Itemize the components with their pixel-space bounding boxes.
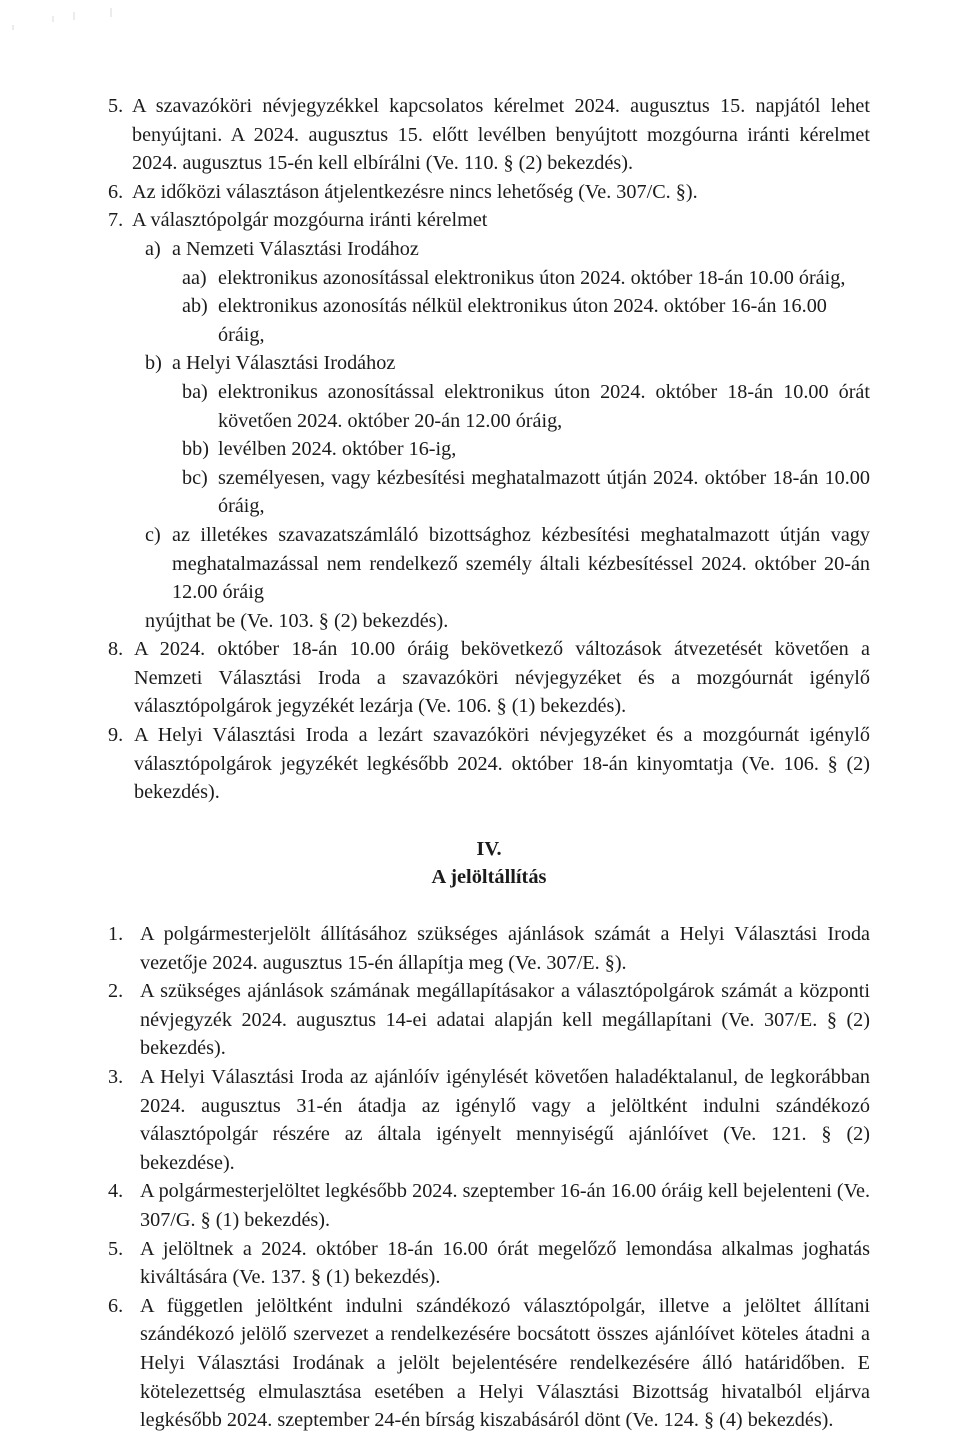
list-item-text: a Helyi Választási Irodához	[172, 352, 396, 375]
list-item-text: az illetékes szavazatszámláló bizottsághoz kézbesítési meghatalmazott útján vagy meghatalmazással nem rendelkező személy általi kézbesítéssel 2024. október 20-án 12.00 óráig	[172, 523, 870, 604]
list-item	[145, 349, 870, 378]
list-marker: 8.	[108, 638, 124, 661]
list-item	[108, 977, 870, 1063]
list-item	[108, 635, 870, 721]
list-item-text: elektronikus azonosítással elektronikus úton 2024. október 18-án 10.00 óráig,	[218, 266, 846, 289]
spacer	[108, 892, 870, 920]
list-item-text: a Nemzeti Választási Irodához	[172, 237, 419, 260]
list-item-text: A Helyi Választási Iroda a lezárt szavazóköri névjegyzéket és a mozgóurnát igénylő választópolgárok jegyzékét legkésőbb 2024. október 18-án kinyomtatja (Ve. 106. § (2) bekezdés).	[134, 724, 870, 804]
list-item-text: személyesen, vagy kézbesítési meghatalmazott útján 2024. október 18-án 10.00 óráig,	[218, 466, 870, 518]
list-item-text: A polgármesterjelöltet legkésőbb 2024. szeptember 16-án 16.00 óráig kell bejelenteni (Ve. 307/G. § (1) bekezdés).	[140, 1180, 870, 1231]
section-jeloltallitas	[108, 920, 870, 1435]
list-item-text: A 2024. október 18-án 10.00 óráig bekövetkező változások átvezetését követően a Nemzeti Választási Iroda a szavazóköri névjegyzéket és a mozgóurnát igénylő választópolgárok jegyzékét lezárja (Ve. 106. § (1) bekezdés).	[134, 638, 870, 718]
list-marker: 6.	[108, 180, 124, 203]
list-marker: 3.	[108, 1066, 124, 1088]
list-item-text: elektronikus azonosítás nélkül elektronikus úton 2024. október 16-án 16.00 óráig,	[218, 295, 827, 346]
list-item-text: A szavazóköri névjegyzékkel kapcsolatos kérelmet 2024. augusztus 15. napjától lehet benyújtani. A 2024. augusztus 15. előtt levélben benyújtott mozgóurna iránti kérelmet 2024. augusztus 15-én kell elbírálni (Ve. 110. § (2) bekezdés).	[132, 95, 870, 175]
list-item-text: A polgármesterjelölt állításához szükséges ajánlások számát a Helyi Választási Iroda vezetője 2024. augusztus 15-én állapítja meg (Ve. 307/E. §).	[140, 923, 870, 974]
list-marker: 5.	[108, 1237, 124, 1260]
list-marker: 2.	[108, 980, 124, 1003]
list-item	[108, 1177, 870, 1234]
list-marker: ba)	[182, 380, 208, 403]
heading-roman-numeral: IV.	[476, 837, 502, 860]
list-item	[108, 206, 870, 235]
list-item	[108, 1292, 870, 1435]
list-item	[108, 721, 870, 807]
list-marker: 9.	[108, 724, 124, 747]
list-item	[182, 435, 870, 464]
list-item-text: A jelöltnek a 2024. október 18-án 16.00 órát megelőző lemondása alkalmas joghatás kiváltására (Ve. 137. § (1) bekezdés).	[140, 1237, 870, 1289]
list-item-text: A választópolgár mozgóurna iránti kérelmet	[132, 209, 488, 232]
list-marker: b)	[145, 352, 162, 375]
list-item	[182, 378, 870, 435]
heading-title: A jelöltállítás	[431, 866, 547, 889]
section-szavazokori-nevjegyzek	[108, 92, 870, 807]
list-marker: 5.	[108, 95, 124, 117]
list-item	[182, 464, 870, 521]
list-item-text: A független jelöltként indulni szándékozó választópolgár, illetve a jelöltet állítani szándékozó jelölő szervezet a rendelkezésére bocsátott összes ajánlóívet köteles átadni a Helyi Választási Irodának a jelölt bejelentésére rendelkezésére álló határidőben. E kötelezettség elmulasztása esetében a Helyi Választási Bizottság hivatalból eljárva legkésőbb 2024. szeptember 24-én bírság kiszabásáról dönt (Ve. 124. § (4) bekezdés).	[140, 1294, 870, 1432]
list-marker: 7.	[108, 209, 124, 232]
list-marker: c)	[145, 523, 161, 546]
list-marker: 1.	[108, 923, 124, 946]
list-item	[108, 178, 870, 207]
tail-clause: nyújthat be (Ve. 103. § (2) bekezdés).	[145, 609, 449, 632]
list-item	[108, 92, 870, 178]
section-heading	[108, 835, 870, 892]
list-item	[108, 920, 870, 977]
list-item	[108, 1235, 870, 1292]
list-marker: aa)	[182, 266, 207, 289]
list-item-text: elektronikus azonosítással elektronikus úton 2024. október 18-án 10.00 órát követően 2024. október 20-án 12.00 óráig,	[218, 380, 870, 432]
list-item	[145, 235, 870, 264]
list-item	[145, 521, 870, 607]
list-marker: 6.	[108, 1294, 124, 1317]
list-item-text: Az időközi választáson átjelentkezésre nincs lehetőség (Ve. 307/C. §).	[132, 180, 698, 203]
list-marker: bb)	[182, 438, 209, 461]
spacer	[108, 807, 870, 835]
list-marker: a)	[145, 237, 161, 260]
list-item-text: A szükséges ajánlások számának megállapításakor a választópolgárok számát a központi névjegyzék 2024. augusztus 14-ei adatai alapján kell megállapítani (Ve. 307/E. § (2) bekezdés).	[140, 980, 870, 1060]
list-marker: 4.	[108, 1180, 124, 1203]
list-item-text: levélben 2024. október 16-ig,	[218, 438, 457, 461]
list-item	[108, 1063, 870, 1177]
list-marker: bc)	[182, 466, 208, 489]
list-item-text: A Helyi Választási Iroda az ajánlóív igénylését követően haladéktalanul, de legkorábban 2024. augusztus 31-én átadja az igénylő vagy a jelöltként indulni szándékozó választópolgár részére az általa igényelt mennyiségű ajánlóívet (Ve. 121. § (2) bekezdése).	[140, 1066, 870, 1174]
list-item	[182, 292, 870, 349]
list-item	[182, 264, 870, 293]
list-marker: ab)	[182, 295, 208, 318]
